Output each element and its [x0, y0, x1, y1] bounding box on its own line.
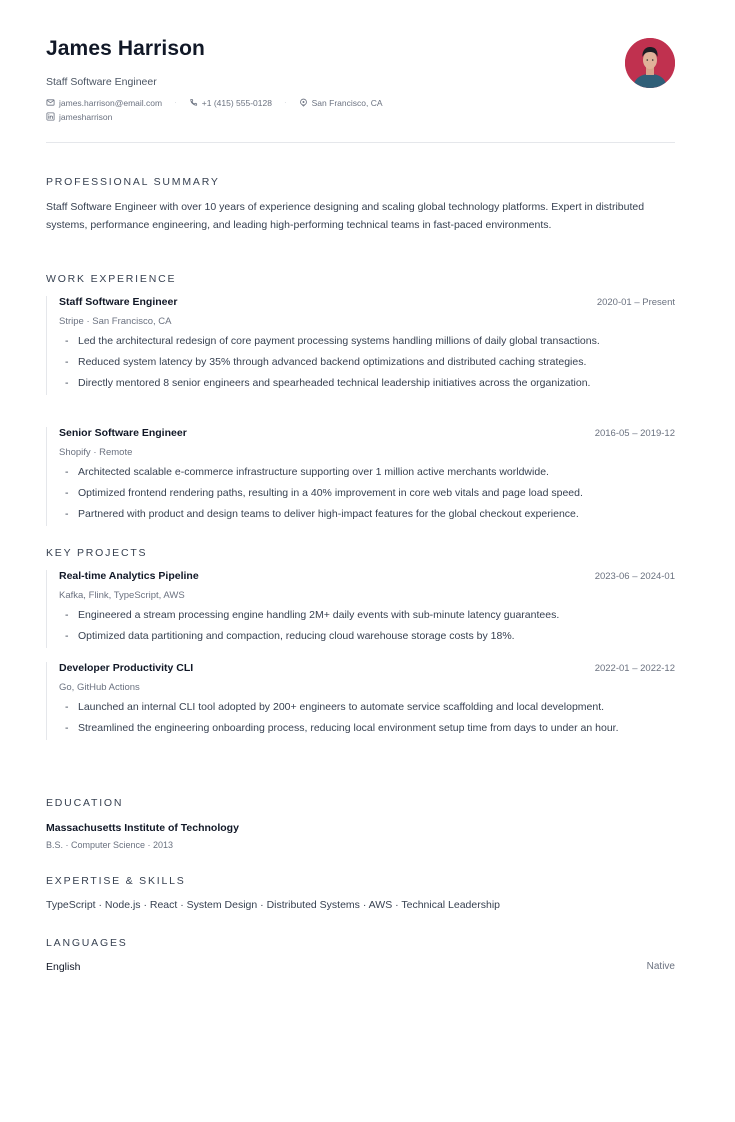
job-bullets	[59, 332, 675, 392]
job-company: Shopify · Remote	[59, 447, 133, 458]
experience-entry	[46, 296, 675, 395]
language-row	[46, 961, 675, 973]
job-title: Senior Software Engineer	[59, 427, 187, 439]
contact-phone[interactable]: +1 (415) 555-0128	[189, 98, 272, 108]
contact-linkedin[interactable]: jamesharrison	[46, 112, 112, 122]
bullet-item: - Architected scalable e-commerce infrastructure supporting over 1 million active merchants worldwide.	[59, 463, 675, 481]
education-detail: B.S. · Computer Science · 2013	[46, 840, 174, 850]
job-title: Staff Software Engineer	[59, 296, 178, 308]
mail-icon	[46, 98, 55, 107]
project-bullets	[59, 698, 675, 737]
avatar	[625, 38, 675, 88]
bullet-item: - Optimized data partitioning and compaction, reducing cloud warehouse storage costs by 18%.	[59, 627, 675, 645]
contact-location: San Francisco, CA	[299, 98, 383, 108]
resume-page	[46, 0, 675, 973]
globe-pin-icon	[299, 98, 308, 107]
job-bullets	[59, 463, 675, 523]
section-heading-languages: LANGUAGES	[46, 937, 128, 949]
bullet-item: - Launched an internal CLI tool adopted by 200+ engineers to automate service scaffolding and local development.	[59, 698, 675, 716]
bullet-item: - Streamlined the engineering onboarding process, reducing local environment setup time from days to under an hour.	[59, 719, 675, 737]
section-heading-projects: KEY PROJECTS	[46, 547, 148, 559]
bullet-item: - Directly mentored 8 senior engineers and spearheaded technical leadership initiatives across the organization.	[59, 374, 675, 392]
section-heading-summary: PROFESSIONAL SUMMARY	[46, 176, 220, 188]
profile-photo	[625, 38, 675, 88]
candidate-name: James Harrison	[46, 37, 205, 60]
job-dates: 2016-05 – 2019-12	[594, 428, 675, 439]
language-level: Native	[646, 961, 675, 972]
bullet-item: - Engineered a stream processing engine handling 2M+ daily events with sub-minute latency guarantees.	[59, 606, 675, 624]
project-dates: 2022-01 – 2022-12	[594, 663, 675, 674]
section-heading-skills: EXPERTISE & SKILLS	[46, 875, 186, 887]
section-heading-education: EDUCATION	[46, 797, 124, 809]
bullet-item: - Partnered with product and design teams to deliver high-impact features for the global checkout experience.	[59, 505, 675, 523]
job-dates: 2020-01 – Present	[596, 297, 675, 308]
bullet-item: - Led the architectural redesign of core payment processing systems handling millions of daily global transactions.	[59, 332, 675, 350]
project-title: Developer Productivity CLI	[59, 662, 194, 674]
linkedin-icon	[46, 112, 55, 121]
resume-header	[46, 0, 675, 143]
contact-info	[46, 96, 383, 124]
contact-email[interactable]: james.harrison@email.com	[46, 98, 162, 108]
skills-list: TypeScript · Node.js · React · System Design · Distributed Systems · AWS · Technical Leadership	[46, 899, 500, 911]
project-tech: Go, GitHub Actions	[59, 682, 140, 693]
summary-text: Staff Software Engineer with over 10 years of experience designing and scaling global technology platforms. Expert in distributed systems, performance engineering, and leading high-performing technical teams in fast-paced environments.	[46, 201, 645, 231]
separator: ·	[283, 98, 287, 107]
project-bullets	[59, 606, 675, 645]
candidate-title: Staff Software Engineer	[46, 76, 157, 88]
bullet-item: - Reduced system latency by 35% through advanced backend optimizations and distributed caching strategies.	[59, 353, 675, 371]
project-tech: Kafka, Flink, TypeScript, AWS	[59, 590, 185, 601]
project-entry	[46, 662, 675, 740]
job-company: Stripe · San Francisco, CA	[59, 316, 172, 327]
project-entry	[46, 570, 675, 648]
phone-icon	[189, 98, 198, 107]
separator: ·	[174, 98, 177, 107]
education-school: Massachusetts Institute of Technology	[46, 822, 239, 834]
project-dates: 2023-06 – 2024-01	[594, 571, 675, 582]
section-heading-experience: WORK EXPERIENCE	[46, 273, 177, 285]
language-name: English	[46, 961, 81, 973]
bullet-item: - Optimized frontend rendering paths, resulting in a 40% improvement in core web vitals and page load speed.	[59, 484, 675, 502]
experience-entry	[46, 427, 675, 526]
project-title: Real-time Analytics Pipeline	[59, 570, 199, 582]
